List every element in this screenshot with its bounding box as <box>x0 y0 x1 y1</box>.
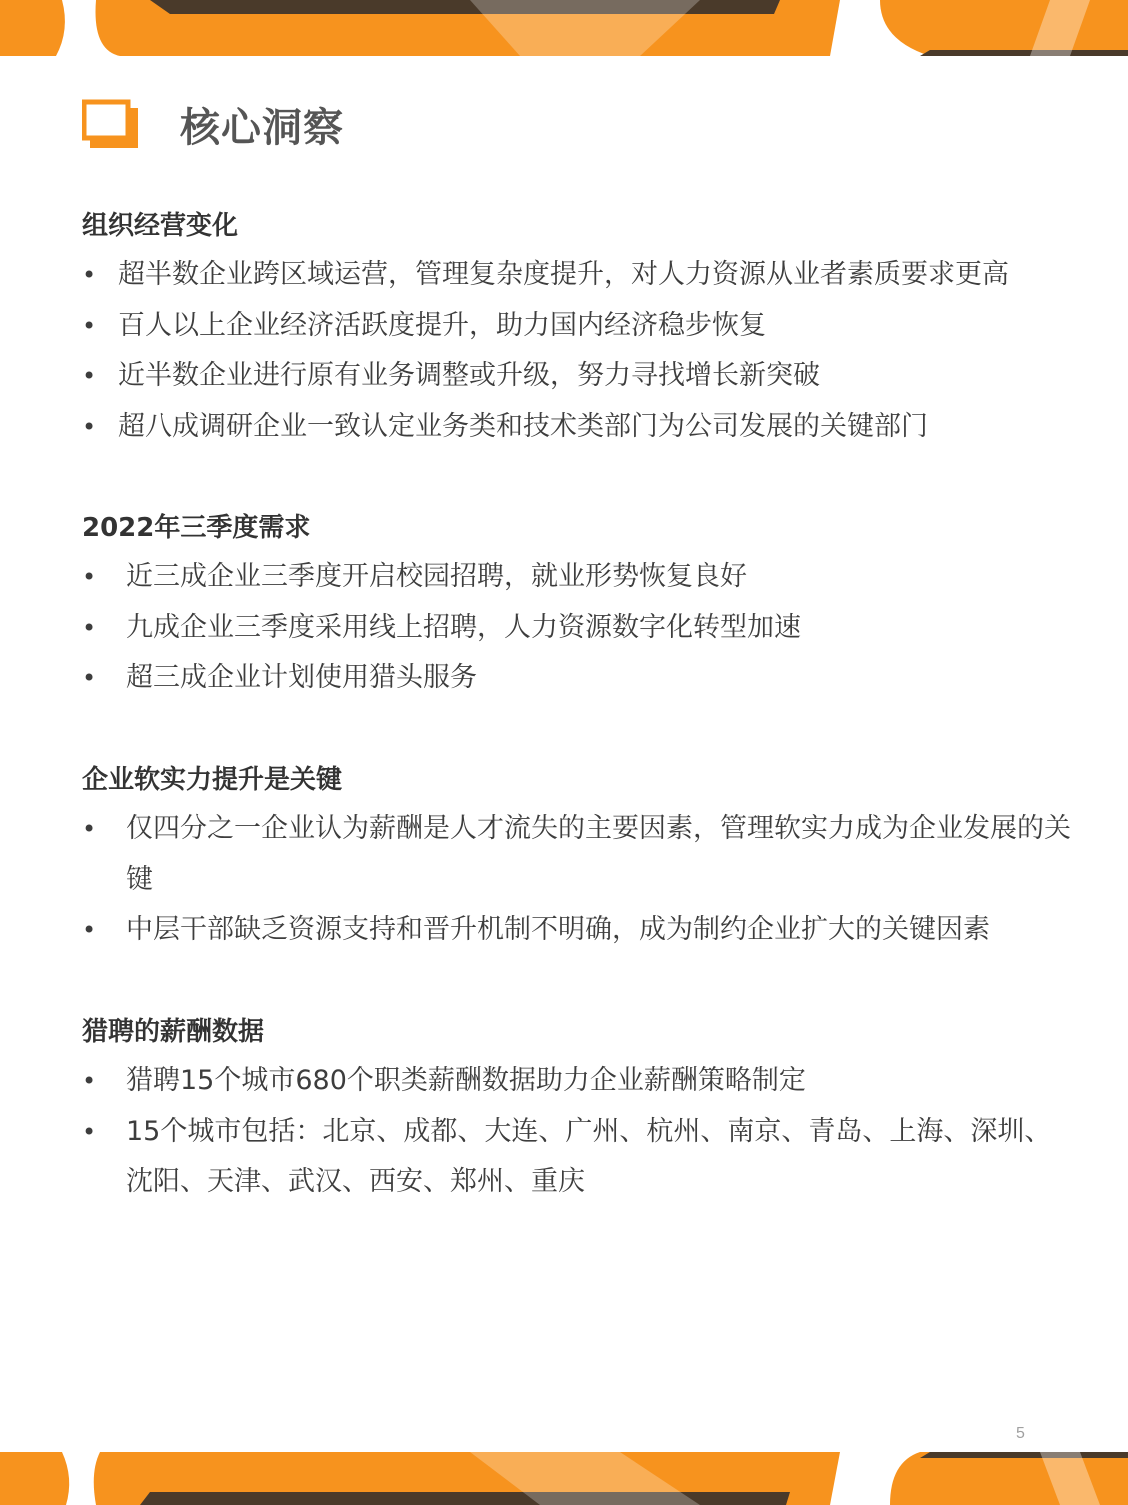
list-item: • 近三成企业三季度开启校园招聘，就业形势恢复良好 <box>82 552 1072 603</box>
bullet-icon: • <box>82 412 97 441</box>
bullet-icon: • <box>82 916 97 944</box>
top-decoration <box>0 0 1128 60</box>
bullet-icon: • <box>82 1117 97 1146</box>
bullet-icon: • <box>82 1067 97 1095</box>
list-item: • 超八成调研企业一致认定业务类和技术类部门为公司发展的关键部门 <box>82 402 1072 453</box>
bullet-icon: • <box>82 815 97 843</box>
list-item: • 中层干部缺乏资源支持和晋升机制不明确，成为制约企业扩大的关键因素 <box>82 905 1072 956</box>
bullet-icon: • <box>82 261 97 289</box>
bullet-icon: • <box>82 664 97 692</box>
list-item: • 仅四分之一企业认为薪酬是人才流失的主要因素，管理软实力成为企业发展的关键 <box>82 804 1072 905</box>
square-bracket-icon <box>82 98 138 150</box>
list-item: • 超三成企业计划使用猎头服务 <box>82 653 1072 704</box>
bullet-icon: • <box>82 362 97 390</box>
list-item: • 近半数企业进行原有业务调整或升级，努力寻找增长新突破 <box>82 351 1072 402</box>
list-item: • 超半数企业跨区域运营，管理复杂度提升，对人力资源从业者素质要求更高 <box>82 250 1072 301</box>
page-title-row <box>82 94 344 154</box>
list-item: • 九成企业三季度采用线上招聘，人力资源数字化转型加速 <box>82 603 1072 654</box>
bullet-icon: • <box>82 613 97 642</box>
bottom-decoration <box>0 1452 1128 1505</box>
section-soft-power <box>82 762 1072 956</box>
bullet-icon: • <box>82 311 97 340</box>
section-salary-data <box>82 1014 1072 1208</box>
list-item: • 百人以上企业经济活跃度提升，助力国内经济稳步恢复 <box>82 301 1072 352</box>
section-q3-demand <box>82 510 1072 704</box>
section-heading: 猎聘的薪酬数据 <box>82 1017 265 1047</box>
section-organization-changes <box>82 208 1072 452</box>
section-heading: 企业软实力提升是关键 <box>82 765 343 795</box>
page-number: 5 <box>1016 1425 1025 1442</box>
list-item: • 15个城市包括：北京、成都、大连、广州、杭州、南京、青岛、上海、深圳、沈阳、天津、武汉、西安、郑州、重庆 <box>82 1107 1072 1208</box>
bullet-icon: • <box>82 563 97 591</box>
page-title: 核心洞察 <box>180 104 344 151</box>
section-heading: 组织经营变化 <box>82 211 239 241</box>
section-heading: 2022年三季度需求 <box>82 513 311 543</box>
list-item: • 猎聘15个城市680个职类薪酬数据助力企业薪酬策略制定 <box>82 1056 1072 1107</box>
